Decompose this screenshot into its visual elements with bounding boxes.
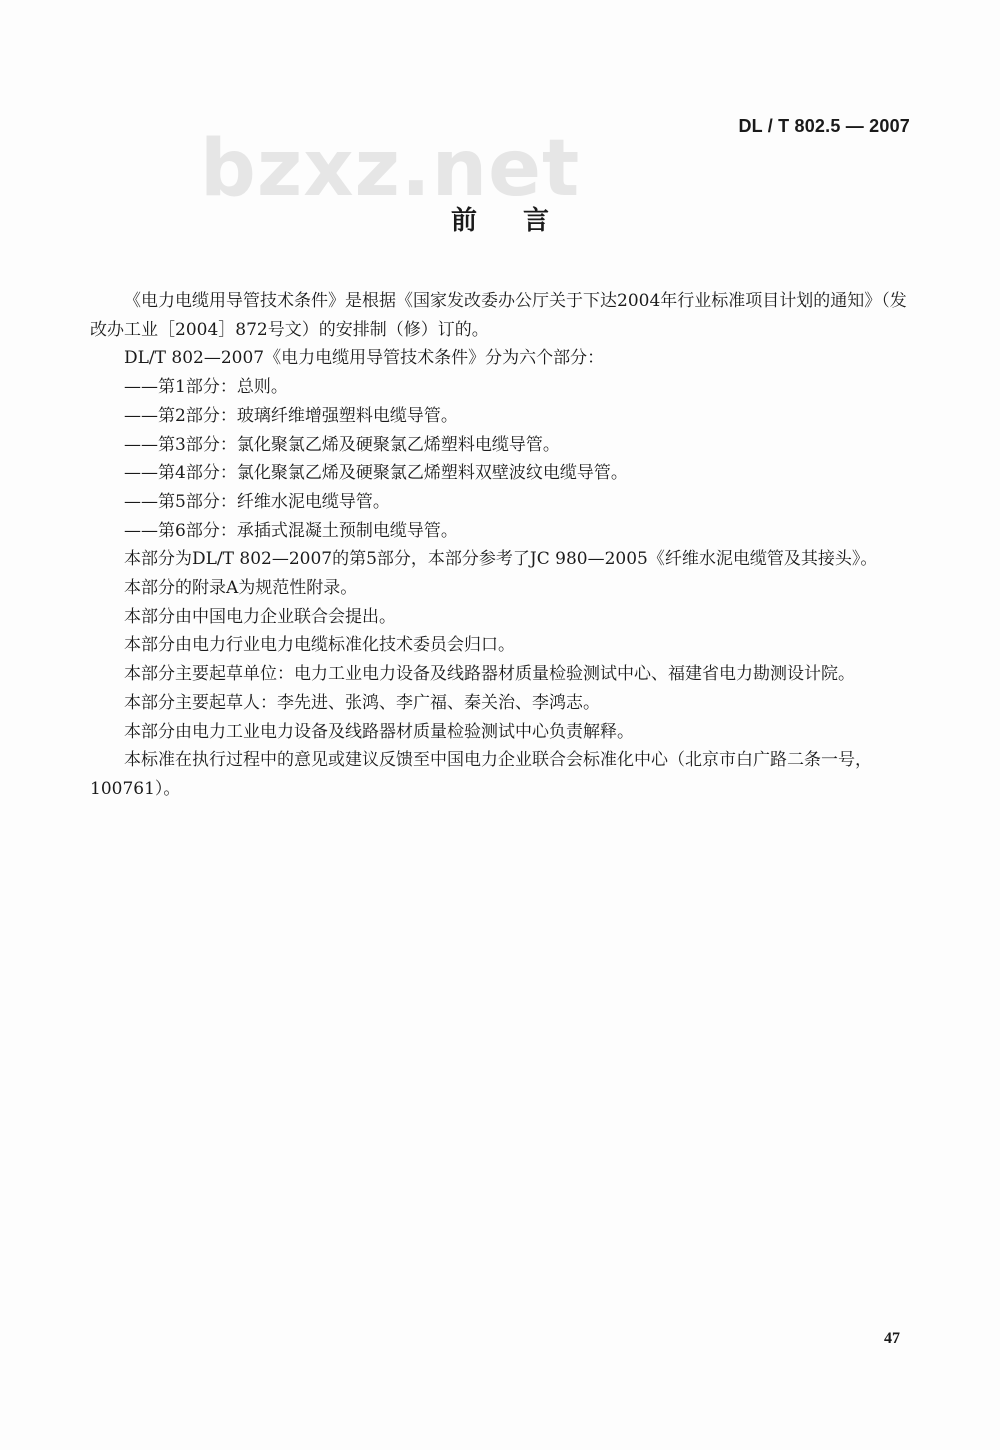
list-item: ——第6部分：承插式混凝土预制电缆导管。: [124, 520, 458, 541]
page-number: 47: [884, 1330, 900, 1347]
paragraph: 本部分的附录A为规范性附录。: [124, 578, 358, 599]
paragraph: 本部分主要起草单位：电力工业电力设备及线路器材质量检验测试中心、福建省电力勘测设计院。: [124, 664, 855, 685]
paragraph: 本部分由电力行业电力电缆标准化技术委员会归口。: [124, 635, 515, 656]
paragraph: 本部分由电力工业电力设备及线路器材质量检验测试中心负责解释。: [124, 721, 634, 742]
list-item: ——第1部分：总则。: [124, 377, 288, 398]
standard-code: DL / T 802.5 — 2007: [738, 116, 910, 136]
page-title: 前言: [450, 206, 595, 236]
list-item: ——第2部分：玻璃纤维增强塑料电缆导管。: [124, 405, 458, 426]
foreword-body: [90, 287, 912, 804]
paragraph: DL/T 802—2007《电力电缆用导管技术条件》分为六个部分：: [124, 348, 605, 369]
paragraph: 本部分为DL/T 802—2007的第5部分，本部分参考了JC 980—2005《纤维水泥电缆管及其接头》。: [124, 549, 878, 570]
paragraph: 本标准在执行过程中的意见或建议反馈至中国电力企业联合会标准化中心（北京市白广路二条一号，100761）。: [90, 750, 872, 799]
paragraph: 《电力电缆用导管技术条件》是根据《国家发改委办公厅关于下达2004年行业标准项目计划的通知》（发改办工业［2004］872号文）的安排制（修）订的。: [90, 291, 907, 340]
watermark-logo: bzxz.net: [200, 124, 581, 214]
list-item: ——第5部分：纤维水泥电缆导管。: [124, 491, 390, 512]
list-item: ——第4部分：氯化聚氯乙烯及硬聚氯乙烯塑料双壁波纹电缆导管。: [124, 463, 628, 484]
paragraph: 本部分由中国电力企业联合会提出。: [124, 606, 396, 627]
paragraph: 本部分主要起草人：李先进、张鸿、李广福、秦关治、李鸿志。: [124, 692, 600, 713]
list-item: ——第3部分：氯化聚氯乙烯及硬聚氯乙烯塑料电缆导管。: [124, 434, 560, 455]
